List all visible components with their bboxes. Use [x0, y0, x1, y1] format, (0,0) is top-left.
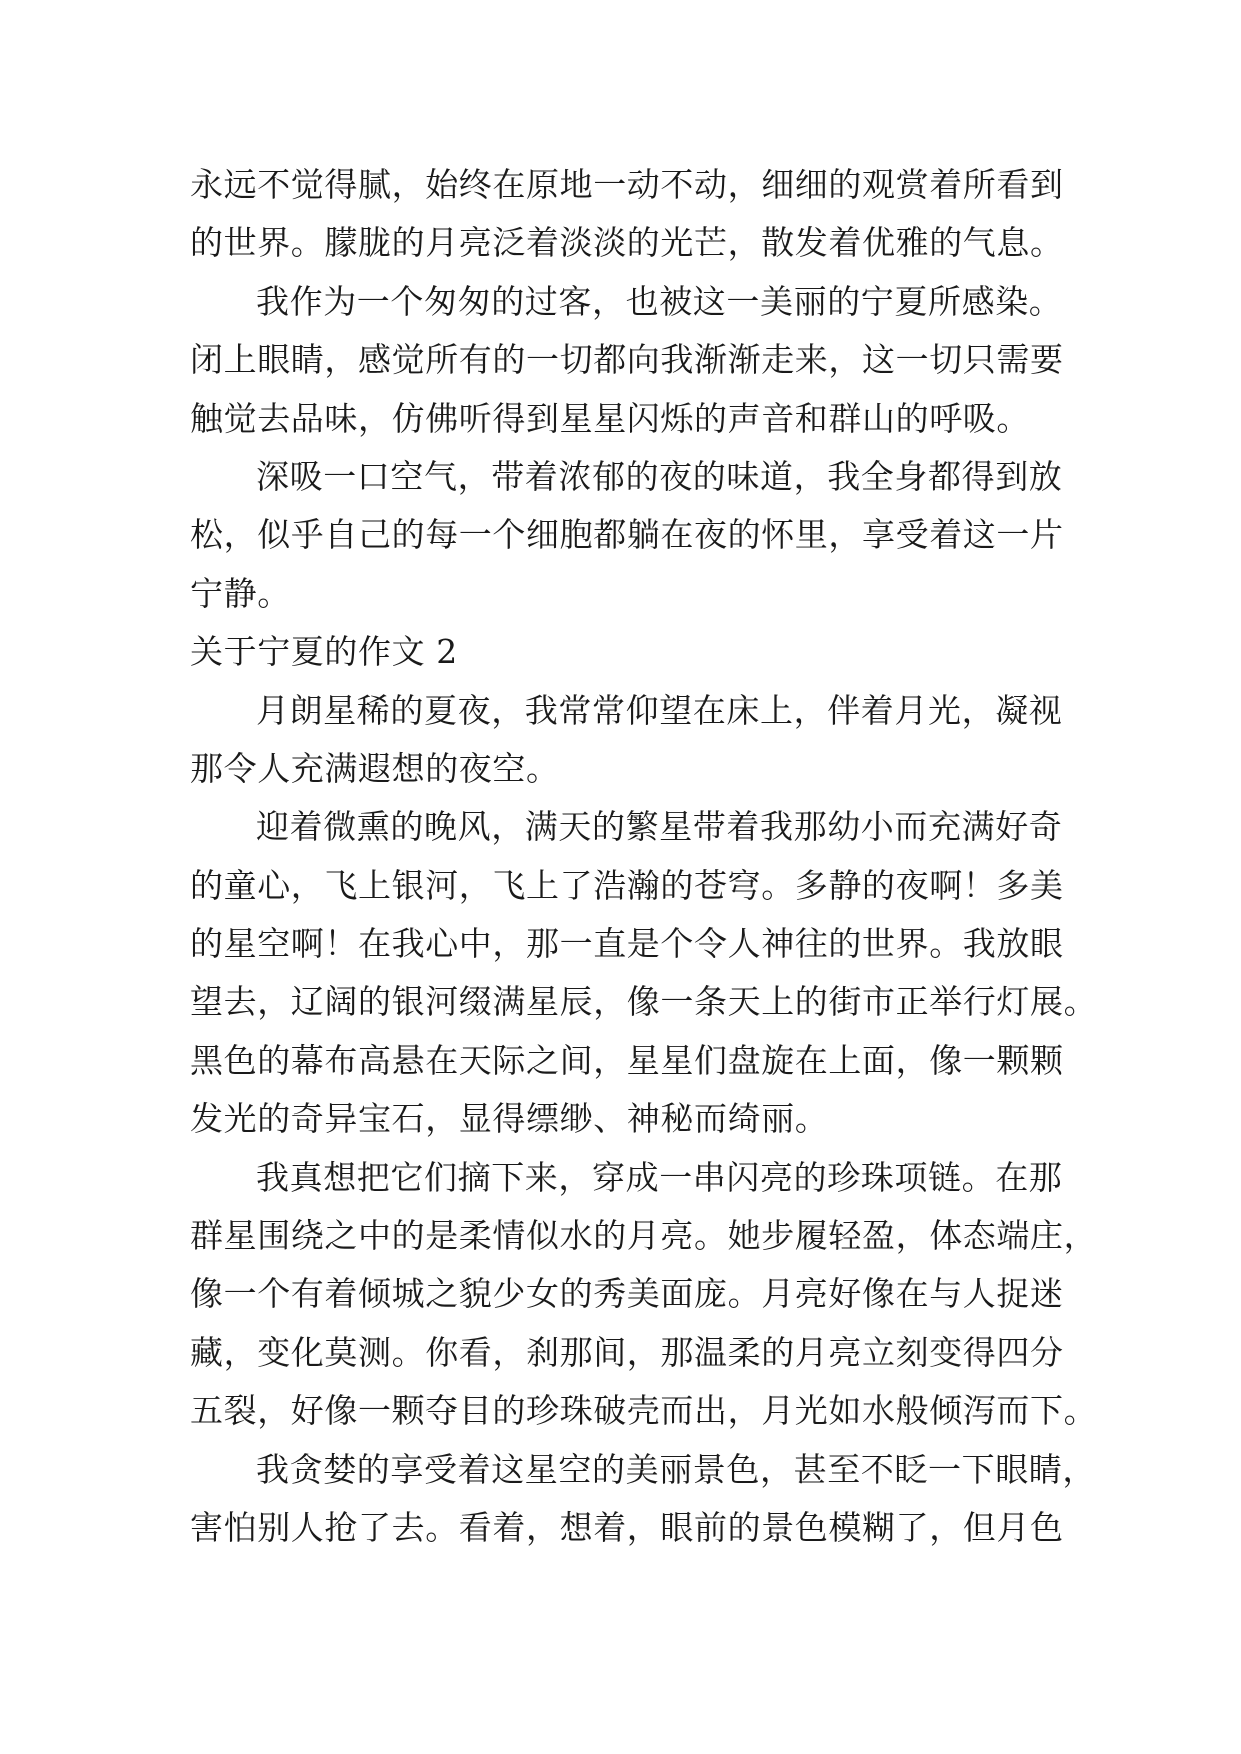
text-line-14: 的星空啊！在我心中，那一直是个令人神往的世界。我放眼 [190, 924, 1064, 964]
paragraph-start-line-18: 我真想把它们摘下来，穿成一串闪亮的珍珠项链。在那 [256, 1157, 1063, 1197]
text-line-2: 的世界。朦胧的月亮泛着淡淡的光芒，散发着优雅的气息。 [190, 223, 1064, 263]
text-line-20: 像一个有着倾城之貌少女的秀美面庞。月亮好像在与人捉迷 [190, 1274, 1064, 1314]
text-line-4: 闭上眼睛，感觉所有的一切都向我渐渐走来，这一切只需要 [190, 340, 1064, 380]
text-line-11: 那令人充满遐想的夜空。 [190, 748, 560, 788]
text-line-7: 松，似乎自己的每一个细胞都躺在夜的怀里，享受着这一片 [190, 515, 1064, 555]
document-body [190, 156, 1098, 1557]
paragraph-start-line-12: 迎着微熏的晚风，满天的繁星带着我那幼小而充满好奇 [256, 807, 1063, 847]
section-heading: 关于宁夏的作文 2 [190, 632, 458, 672]
paragraph-start-line-10: 月朗星稀的夏夜，我常常仰望在床上，伴着月光，凝视 [256, 690, 1063, 730]
text-line-21: 藏，变化莫测。你看，刹那间，那温柔的月亮立刻变得四分 [190, 1332, 1064, 1372]
text-line-19: 群星围绕之中的是柔情似水的月亮。她步履轻盈，体态端庄， [190, 1216, 1098, 1256]
text-line-15: 望去，辽阔的银河缀满星辰，像一条天上的街市正举行灯展。 [190, 982, 1098, 1022]
text-line-17: 发光的奇异宝石，显得缥缈、神秘而绮丽。 [190, 1099, 829, 1139]
text-line-16: 黑色的幕布高悬在天际之间，星星们盘旋在上面，像一颗颗 [190, 1040, 1064, 1080]
text-line-24: 害怕别人抢了去。看着，想着，眼前的景色模糊了，但月色 [190, 1507, 1064, 1547]
text-line-1: 永远不觉得腻，始终在原地一动不动，细细的观赏着所看到 [190, 165, 1064, 204]
text-line-5: 触觉去品味，仿佛听得到星星闪烁的声音和群山的呼吸。 [190, 398, 1030, 438]
paragraph-start-line-23: 我贪婪的享受着这星空的美丽景色，甚至不眨一下眼睛， [256, 1449, 1096, 1489]
text-line-8: 宁静。 [190, 573, 291, 613]
text-line-22: 五裂，好像一颗夺目的珍珠破壳而出，月光如水般倾泻而下。 [190, 1391, 1098, 1431]
paragraph-start-line-6: 深吸一口空气，带着浓郁的夜的味道，我全身都得到放 [256, 456, 1063, 496]
text-line-13: 的童心，飞上银河，飞上了浩瀚的苍穹。多静的夜啊！多美 [190, 865, 1064, 905]
paragraph-start-line-3: 我作为一个匆匆的过客，也被这一美丽的宁夏所感染。 [256, 281, 1063, 321]
